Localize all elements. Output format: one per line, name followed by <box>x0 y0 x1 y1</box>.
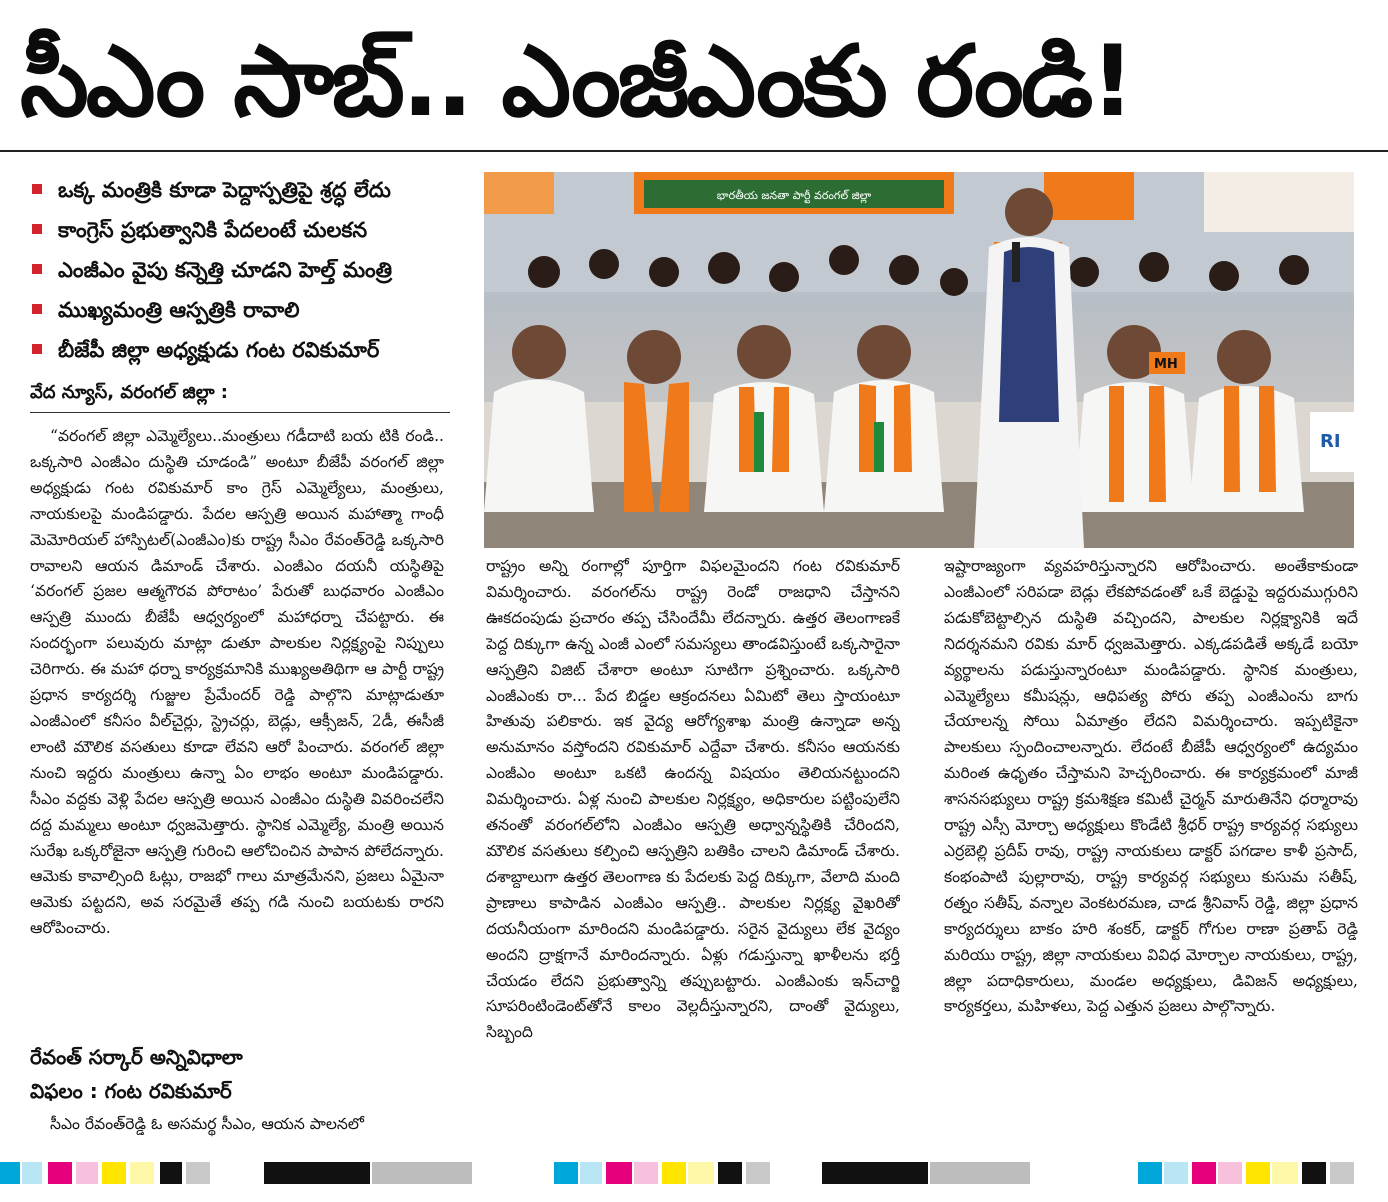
article-column-3 <box>944 554 1358 1139</box>
article-paragraph: రాష్ట్రం అన్ని రంగాల్లో పూర్తిగా విఫలమైందని గంట రవికుమార్ విమర్శించారు. వరంగల్‌ను రాష్ట్ర రెండో రాజధాని చేస్తానని ఊకదంపుడు ప్రచారం తప్ప చేసిందేమీ లేదన్నారు. ఉత్తర తెలంగాణకే పెద్ద దిక్కుగా ఉన్న ఎంజీ ఎంలో సమస్యలు తాండవిస్తుంటే ఒక్కసారైనా ఆస్పత్రిని విజిట్ చేశారా అంటూ సూటిగా ప్రశ్నించారు. ఒక్కసారి ఎంజీఎంకు రా... పేద బిడ్డల ఆక్రందనలు ఏమిటో తెలు స్తాయంటూ హితువు పలికారు. ఇక వైద్య ఆరోగ్యశాఖ మంత్రి ఉన్నాడా అన్న అనుమానం వస్తోందని రవికుమార్ ఎద్దేవా చేశారు. కనీసం ఆయనకు ఎంజీఎం అంటూ ఒకటి ఉందన్న విషయం తెలియనట్టుందని విమర్శించారు. ఏళ్ల నుంచి పాలకుల నిర్లక్ష్యం, అధికారుల పట్టింపులేని తనంతో వరంగల్‌లోని ఎంజీఎం ఆస్పత్రి అధ్వాన్నస్థితికి చేరిందని, మౌలిక వసతులు కల్పించి ఆస్పత్రిని బతికిం చాలని డిమాండ్ చేశారు. దశాబ్దాలుగా ఉత్తర తెలంగాణ కు పేదలకు పెద్ద దిక్కుగా, వేలాది మంది ప్రాణాలు కాపాడిన ఎంజీఎం ఆస్పత్రి.. పాలకుల నిర్లక్ష్య వైఖరితో దయనీయంగా మారిందని మండిపడ్డారు. సరైన వైద్యులు లేక వైద్యం అందని ద్రాక్షగానే మారిందన్నారు. ఏళ్లు గడుస్తున్నా ఖాళీలను భర్తీ చేయడం లేదని ప్రభుత్వాన్ని తప్పుబట్టారు. ఎంజీఎంకు ఇన్‌చార్జి సూపరింటిండెంట్‌తోనే కాలం వెల్లదీస్తున్నారని, దాంతో వైద్యులు, సిబ్బంది <box>486 557 900 1042</box>
byline-rule <box>30 412 450 413</box>
highlight-text: ఒక్క మంత్రికి కూడా పెద్దాస్పత్రిపై శ్రద్ధ లేదు <box>58 178 391 202</box>
headline: సీఎం సాబ్.. ఎంజీఎంకు రండి! <box>20 25 1132 139</box>
bullet-square-icon <box>32 264 42 274</box>
swatch-light-yellow <box>130 1162 154 1184</box>
subheading: రేవంత్ సర్కార్ అన్నివిధాలా <box>30 1045 243 1069</box>
article-paragraph-tail: సీఎం రేవంత్‌రెడ్డి ఓ అసమర్థ సీఎం, ఆయన పాలనలో <box>50 1115 364 1133</box>
byline: వేద న్యూస్, వరంగల్ జిల్లా : <box>30 382 229 403</box>
swatch-cyan <box>554 1162 578 1184</box>
swatch-black-wide <box>822 1162 928 1184</box>
highlight-item <box>30 330 460 370</box>
highlight-item <box>30 290 460 330</box>
protest-photo <box>484 172 1354 548</box>
highlight-text: ముఖ్యమంత్రి ఆస్పత్రికి రావాలి <box>58 298 300 322</box>
swatch-light-yellow <box>1272 1162 1298 1184</box>
bullet-square-icon <box>32 304 42 314</box>
highlight-text: కాంగ్రెస్ ప్రభుత్వానికి పేదలంటే చులకన <box>58 218 368 242</box>
bullet-square-icon <box>32 224 42 234</box>
placard-text: RI <box>1320 431 1341 452</box>
swatch-yellow <box>662 1162 686 1184</box>
swatch-yellow <box>102 1162 126 1184</box>
swatch-black <box>1302 1162 1326 1184</box>
swatch-light-magenta <box>76 1162 98 1184</box>
swatch-light-yellow <box>688 1162 714 1184</box>
swatch-grey <box>746 1162 770 1184</box>
swatch-magenta <box>48 1162 72 1184</box>
swatch-grey-wide <box>930 1162 1030 1184</box>
swatch-light-cyan <box>1164 1162 1188 1184</box>
highlights-list <box>30 170 460 370</box>
swatch-cyan <box>1138 1162 1162 1184</box>
swatch-light-magenta <box>1218 1162 1242 1184</box>
subheading: విఫలం : గంట రవికుమార్ <box>30 1079 232 1103</box>
swatch-black-wide <box>264 1162 370 1184</box>
article-column-1 <box>30 424 444 1032</box>
swatch-black <box>718 1162 742 1184</box>
highlight-item <box>30 250 460 290</box>
article-column-2 <box>486 554 900 1139</box>
bullet-square-icon <box>32 344 42 354</box>
swatch-magenta <box>606 1162 632 1184</box>
highlight-text: బీజేపీ జిల్లా అధ్యక్షుడు గంట రవికుమార్ <box>58 338 380 362</box>
headline-rule <box>0 150 1388 152</box>
swatch-black <box>160 1162 182 1184</box>
swatch-cyan <box>0 1162 20 1184</box>
article-paragraph: ఇష్టారాజ్యంగా వ్యవహరిస్తున్నారని ఆరోపించారు. అంతేకాకుండా ఎంజీఎంలో సరిపడా బెడ్లు లేకపోవడంతో ఒకే బెడ్డుపై ఇద్దరుముగ్గురిని పడుకోబెట్టాల్సిన దుస్థితి వచ్చిందని, పాలకుల నిర్లక్ష్యానికి ఇదే నిదర్శనమని రవికు మార్ ధ్వజమెత్తారు. ఎక్కడపడితే అక్కడే బయో వ్యర్థాలను పడుస్తున్నారంటూ మండిపడ్డారు. స్థానిక మంత్రులు, ఎమ్మెల్యేలు కమీషన్లు, ఆధిపత్య పోరు తప్ప ఎంజీఎంను బాగు చేయాలన్న సోయి ఏమాత్రం లేదని విమర్శించారు. ఇప్పటికైనా పాలకులు స్పందించాలన్నారు. లేదంటే బీజేపీ ఆధ్వర్యంలో ఉద్యమం మరింత ఉధృతం చేస్తామని హెచ్చరించారు. ఈ కార్యక్రమంలో మాజీ శాసనసభ్యులు రాష్ట్ర క్రమశిక్షణ కమిటీ చైర్మన్ మారుతినేని ధర్మారావు రాష్ట్ర ఎస్సీ మోర్చా అధ్యక్షులు కొండేటి శ్రీధర్ రాష్ట్ర కార్యవర్గ సభ్యులు ఎర్రబెల్లి ప్రదీప్ రావు, రాష్ట్ర నాయకులు డాక్టర్ పగడాల కాళీ ప్రసాద్, కంభంపాటి పుల్లారావు, రాష్ట్ర కార్యవర్గ సభ్యులు కుసుమ సతీష్, రత్నం సతీష్, వన్నాల వెంకటరమణ, చాడ శ్రీనివాస్ రెడ్డి, జిల్లా ప్రధాన కార్యదర్శులు బాకం హరి శంకర్, డాక్టర్ గోగుల రాణా ప్రతాప్ రెడ్డి మరియు రాష్ట్ర, జిల్లా నాయకులు వివిధ మోర్చాల నాయకులు, రాష్ట్ర, జిల్లా పదాధికారులు, మండల అధ్యక్షులు, డివిజన్ అధ్యక్షులు, కార్యకర్తలు, మహిళలు, పెద్ద ఎత్తున ప్రజలు పాల్గొన్నారు. <box>944 557 1358 1016</box>
swatch-yellow <box>1246 1162 1270 1184</box>
highlight-item <box>30 170 460 210</box>
highlight-text: ఎంజీఎం వైపు కన్నెత్తి చూడని హెల్త్ మంత్రి <box>58 258 393 282</box>
article-paragraph: “వరంగల్ జిల్లా ఎమ్మెల్యేలు..మంత్రులు గడీదాటి బయ టికి రండి.. ఒక్కసారి ఎంజీఎం దుస్థితి చూడండి” అంటూ బీజేపీ వరంగల్ జిల్లా అధ్యక్షుడు గంట రవికుమార్ కాం గ్రెస్ ఎమ్మెల్యేలు, మంత్రులు, నాయకులపై మండిపడ్డారు. పేదల ఆస్పత్రి అయిన మహాత్మా గాంధీ మెమోరియల్ హాస్పిటల్(ఎంజీఎం)కు రాష్ట్ర సీఎం రేవంత్‌రెడ్డి ఒక్కసారి రావాలని ఆయన డిమాండ్ చేశారు. ఎంజీఎం దయనీ యస్థితిపై ‘వరంగల్ ప్రజల ఆత్మగౌరవ పోరాటం’ పేరుతో బుధవారం ఎంజీఎం ఆస్పత్రి ముందు బీజేపీ ఆధ్వర్యంలో మహాధర్నా చేపట్టారు. ఈ సందర్భంగా పలువురు మాట్లా డుతూ పాలకుల నిర్లక్ష్యంపై నిప్పులు చెరిగారు. ఈ మహా ధర్నా కార్యక్రమానికి ముఖ్యఅతిథిగా ఆ పార్టీ రాష్ట్ర ప్రధాన కార్యదర్శి గుజ్జుల ప్రేమేందర్ రెడ్డి పాల్గొని మాట్లాడుతూ ఎంజీఎంలో కనీసం వీల్‌చైర్లు, స్ట్రెచర్లు, బెడ్లు, ఆక్సీజన్, 2డీ, ఈసీజీ లాంటి మౌలిక వసతులు కూడా లేవని ఆరో పించారు. వరంగల్ జిల్లా నుంచి ఇద్దరు మంత్రులు ఉన్నా ఏం లాభం అంటూ మండిపడ్డారు. సీఎం వద్దకు వెళ్లి పేదల ఆస్పత్రి అయిన ఎంజీఎం దుస్థితి వివరించలేని దద్ద మమ్మలు అంటూ ధ్వజమెత్తారు. స్థానిక ఎమ్మెల్యే, మంత్రి అయిన సురేఖ ఒక్కరోజైనా ఆస్పత్రి గురించి ఆలోచించిన పాపాన పోలేదన్నారు. ఆమెకు కావాల్సింది ఓట్లు, రాజభో గాలు మాత్రమేనని, ప్రజలు ఏమైనా ఆమెకు పట్టదని, అవ సరమైతే తప్ప గడి నుంచి బయటకు రారని ఆరోపించారు. <box>30 427 444 938</box>
bullet-square-icon <box>32 184 42 194</box>
swatch-light-cyan <box>580 1162 602 1184</box>
highlight-item <box>30 210 460 250</box>
swatch-light-cyan <box>22 1162 42 1184</box>
swatch-grey <box>186 1162 210 1184</box>
swatch-light-magenta <box>634 1162 658 1184</box>
swatch-magenta <box>1192 1162 1216 1184</box>
swatch-grey-wide <box>372 1162 472 1184</box>
sign-text: MH <box>1154 357 1178 372</box>
banner-text: భారతీయ జనతా పార్టీ వరంగల్ జిల్లా <box>716 189 872 202</box>
swatch-grey <box>1330 1162 1354 1184</box>
